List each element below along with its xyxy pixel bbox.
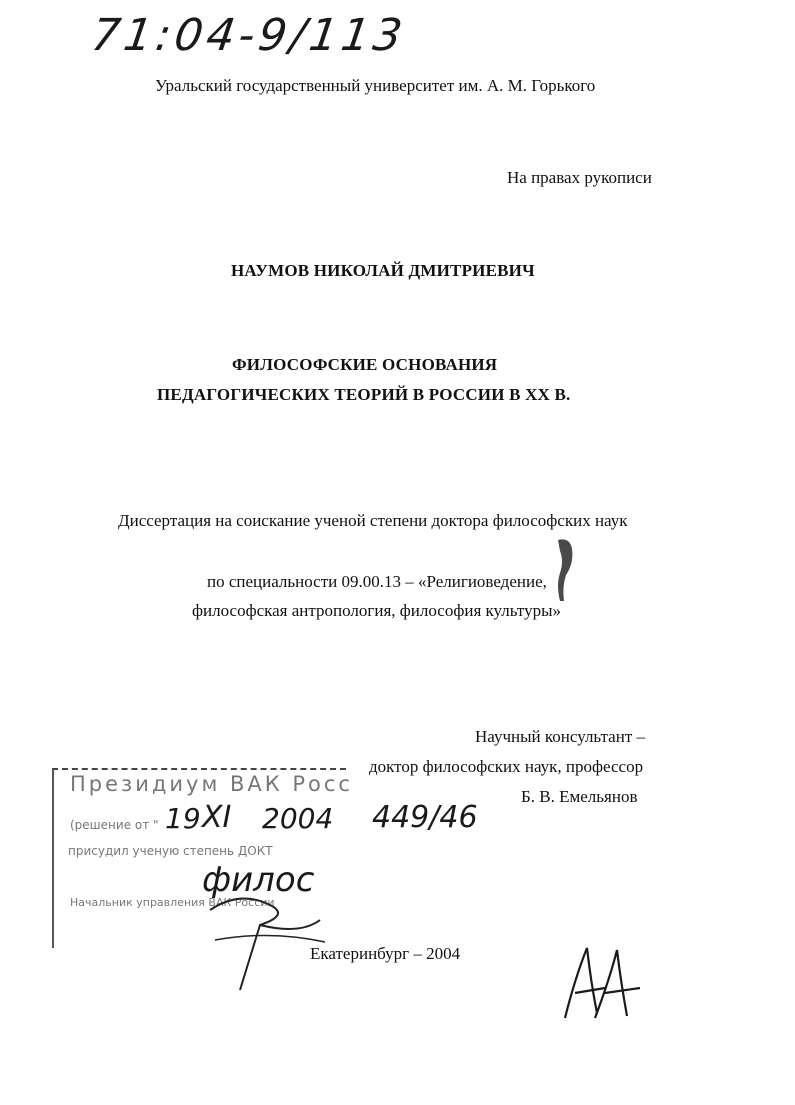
specialty-line-1: по специальности 09.00.13 – «Религиоведение,: [207, 572, 547, 591]
ink-smudge: [548, 535, 578, 605]
rights-note: На правах рукописи: [507, 168, 652, 187]
stamp-line-3: Начальник управления ВАК России: [70, 896, 275, 909]
city-year: Екатеринбург – 2004: [310, 944, 461, 963]
stamp-signature: [200, 880, 340, 1000]
consultant-label: Научный консультант –: [475, 727, 645, 746]
author-signature: [555, 938, 645, 1028]
stamp-title: Президиум ВАК Росс: [70, 772, 353, 796]
consultant-name: Б. В. Емельянов: [521, 787, 638, 806]
stamp-decision-prefix: (решение от ": [70, 818, 159, 832]
university-name: Уральский государственный университет им. А. М. Горького: [155, 76, 596, 95]
stamp-decision-day: 19: [165, 802, 201, 835]
stamp-award-line: присудил ученую степень ДОКТ: [68, 844, 273, 858]
title-line-2: ПЕДАГОГИЧЕСКИХ ТЕОРИЙ В РОССИИ В XX В.: [157, 385, 571, 404]
specialty-line-2: философская антропология, философия культуры»: [192, 601, 562, 620]
stamp-handwritten-field: филос: [202, 860, 315, 900]
dissertation-line: Диссертация на соискание ученой степени доктора философских наук: [118, 511, 628, 530]
author-name: НАУМОВ НИКОЛАЙ ДМИТРИЕВИЧ: [231, 261, 535, 280]
stamp-decision-number: 449/46: [372, 800, 478, 835]
stamp-decision-year: 2004: [262, 802, 334, 835]
stamp-decision-month: XI: [202, 800, 232, 835]
consultant-degree: доктор философских наук, профессор: [369, 757, 644, 776]
title-line-1: ФИЛОСОФСКИЕ ОСНОВАНИЯ: [232, 355, 498, 374]
handwritten-archive-code: 71:04-9/113: [88, 10, 410, 61]
